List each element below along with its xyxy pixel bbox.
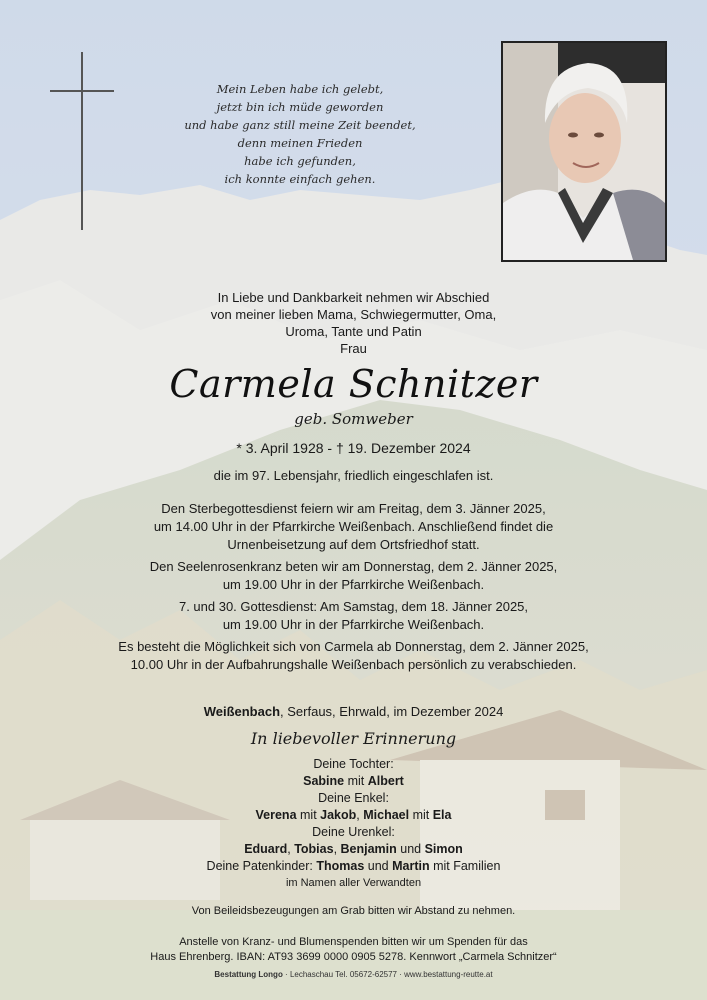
place-date bbox=[0, 704, 707, 719]
cross-icon bbox=[81, 52, 83, 230]
service-line: Den Sterbegottesdienst feiern wir am Freitag, dem 3. Jänner 2025, bbox=[161, 501, 546, 516]
memory-heading: In liebevoller Erinnerung bbox=[250, 729, 457, 748]
poem bbox=[170, 80, 430, 188]
place-main: Weißenbach bbox=[203, 704, 281, 719]
service-memorial bbox=[0, 598, 707, 634]
donation-line: Anstelle von Kranz- und Blumenspenden bitten wir um Spenden für das bbox=[179, 936, 528, 948]
poem-line: und habe ganz still meine Zeit beendet, bbox=[184, 118, 416, 132]
godchildren-line: Deine Patenkinder: Thomas und Martin mit Familien bbox=[206, 859, 501, 873]
service-line: um 14.00 Uhr in der Pfarrkirche Weißenbach. Anschließend findet die bbox=[153, 519, 554, 534]
footer-details: · Lechaschau Tel. 05672-62577 · www.bestattung-reutte.at bbox=[282, 970, 493, 979]
service-viewing bbox=[0, 638, 707, 674]
footer bbox=[0, 970, 707, 979]
service-mass bbox=[0, 500, 707, 554]
poem-line: ich konnte einfach gehen. bbox=[224, 172, 376, 186]
family-list bbox=[0, 756, 707, 891]
daughter-label: Deine Tochter: bbox=[313, 757, 394, 771]
life-dates: * 3. April 1928 - † 19. Dezember 2024 bbox=[236, 440, 471, 456]
service-line: 7. und 30. Gottesdienst: Am Samstag, dem 18. Jänner 2025, bbox=[178, 599, 529, 614]
portrait-photo bbox=[501, 41, 667, 262]
deceased-name: Carmela Schnitzer bbox=[169, 362, 538, 406]
great-grandchildren-label: Deine Urenkel: bbox=[312, 825, 395, 839]
service-rosary bbox=[0, 558, 707, 594]
poem-line: denn meinen Frieden bbox=[237, 136, 363, 150]
poem-line: habe ich gefunden, bbox=[244, 154, 356, 168]
service-line: Den Seelenrosenkranz beten wir am Donnerstag, dem 2. Jänner 2025, bbox=[149, 559, 558, 574]
relatives-line: im Namen aller Verwandten bbox=[285, 877, 422, 889]
great-grandchildren-line: Eduard, Tobias, Benjamin und Simon bbox=[244, 842, 463, 856]
donation-note bbox=[0, 935, 707, 965]
service-line: Urnenbeisetzung auf dem Ortsfriedhof statt. bbox=[227, 537, 480, 552]
intro-line: Uroma, Tante und Patin bbox=[285, 324, 422, 339]
daughter-line: Sabine mit Albert bbox=[303, 774, 404, 788]
birth-name: geb. Somweber bbox=[294, 410, 413, 428]
age-line: die im 97. Lebensjahr, friedlich eingeschlafen ist. bbox=[213, 468, 494, 483]
grandchildren-line: Verena mit Jakob, Michael mit Ela bbox=[255, 808, 452, 822]
place-rest: , Serfaus, Ehrwald, im Dezember 2024 bbox=[280, 704, 504, 719]
service-line: Es besteht die Möglichkeit sich von Carmela ab Donnerstag, dem 2. Jänner 2025, bbox=[118, 639, 589, 654]
cross-icon-bar bbox=[50, 90, 114, 92]
intro-line: von meiner lieben Mama, Schwiegermutter, Oma, bbox=[210, 307, 497, 322]
donation-line: Haus Ehrenberg. IBAN: AT93 3699 0000 0905 5278. Kennwort „Carmela Schnitzer“ bbox=[150, 951, 557, 963]
grandchildren-label: Deine Enkel: bbox=[318, 791, 389, 805]
poem-line: jetzt bin ich müde geworden bbox=[216, 100, 384, 114]
condolence-note: Von Beileidsbezeugungen am Grab bitten wir Abstand zu nehmen. bbox=[191, 905, 516, 917]
footer-company: Bestattung Longo bbox=[214, 970, 283, 979]
poem-line: Mein Leben habe ich gelebt, bbox=[216, 82, 384, 96]
intro-line: In Liebe und Dankbarkeit nehmen wir Abschied bbox=[217, 290, 490, 305]
service-line: 10.00 Uhr in der Aufbahrungshalle Weißenbach persönlich zu verabschieden. bbox=[130, 657, 577, 672]
intro-text bbox=[0, 289, 707, 340]
service-line: um 19.00 Uhr in der Pfarrkirche Weißenbach. bbox=[222, 577, 485, 592]
service-line: um 19.00 Uhr in der Pfarrkirche Weißenbach. bbox=[222, 617, 485, 632]
salutation: Frau bbox=[340, 341, 367, 356]
